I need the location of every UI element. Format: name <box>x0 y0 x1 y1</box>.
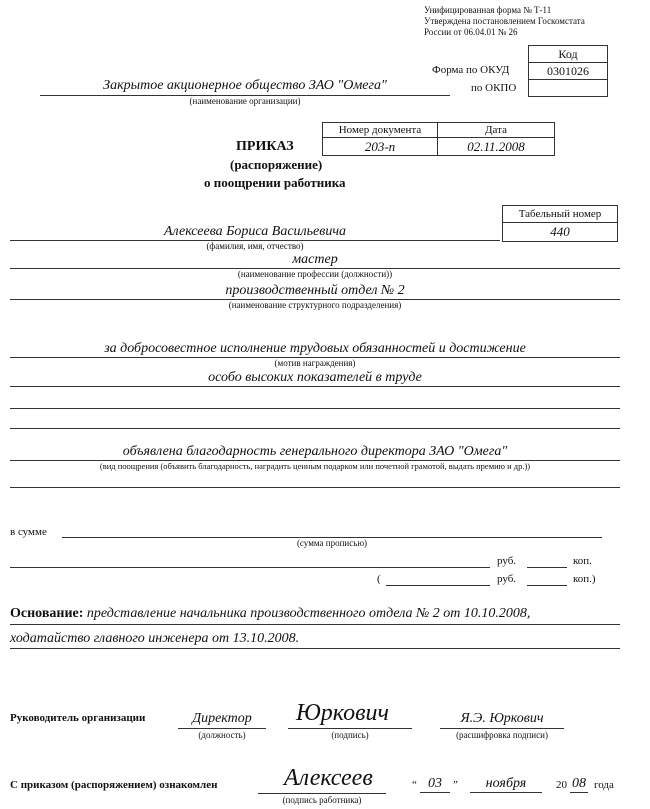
doc-number-header <box>322 122 438 138</box>
organization-name: Закрытое акционерное общество ЗАО "Омега" <box>103 78 387 93</box>
date-cell <box>437 137 555 156</box>
motive-blank-line2 <box>10 428 620 429</box>
basis-underline2 <box>10 648 620 649</box>
form-header-line1: Унифицированная форма № Т-11 <box>424 5 552 15</box>
okpo-label: по ОКПО <box>471 82 517 94</box>
motive-line1: за добросовестное исполнение трудовых обязанностей и достижение <box>104 341 526 356</box>
head-decoding-underline <box>440 728 564 729</box>
okud-value: 0301026 <box>547 64 589 78</box>
motive-line2: особо высоких показателей в труде <box>208 370 422 385</box>
reward-caption: (вид поощрения (объявить благодарность, наградить ценным подарком или почетной грамотой, выдать премию и др.)) <box>99 461 531 471</box>
employee-signature-underline <box>258 793 386 794</box>
department-caption: (наименование структурного подразделения) <box>228 300 402 310</box>
basis-label: Основание: <box>10 606 84 621</box>
sum-label: в сумме <box>10 526 47 538</box>
acquainted-month: ноября <box>485 776 527 791</box>
reward-text: объявлена благодарность генерального директора ЗАО "Омега" <box>122 444 508 459</box>
form-header-line3: России от 06.04.01 № 26 <box>424 27 518 37</box>
tab-number-header <box>502 205 618 223</box>
doc-number-value: 203-п <box>364 139 396 154</box>
employee-signature: Алексеев <box>284 765 373 791</box>
head-position-underline <box>178 728 266 729</box>
head-decoding: Я.Э. Юркович <box>460 711 544 726</box>
reward-blank-line <box>10 487 620 488</box>
tab-number-value: 440 <box>550 224 570 239</box>
date-open-quote: “ <box>412 779 417 791</box>
employee-department: производственный отдел № 2 <box>225 283 405 298</box>
sum-kop-label: коп. <box>573 555 592 567</box>
tab-number-cell <box>502 222 618 242</box>
acquainted-year-prefix: 20 <box>556 779 567 791</box>
acquainted-day: 03 <box>428 776 442 791</box>
order-subject: о поощрении работника <box>204 175 346 190</box>
head-signature-caption: (подпись) <box>331 730 369 740</box>
order-title: ПРИКАЗ <box>236 139 294 154</box>
date-label: Дата <box>485 124 507 136</box>
sum-digits-line <box>386 585 490 586</box>
acquainted-day-underline <box>420 792 450 793</box>
sum-kop-line2 <box>527 585 567 586</box>
head-decoding-caption: (расшифровка подписи) <box>456 730 548 740</box>
sum-rub-line <box>10 567 490 568</box>
tab-number-label: Табельный номер <box>518 208 602 220</box>
okpo-cell <box>528 79 608 97</box>
basis-line1-row <box>10 606 530 622</box>
organization-caption: (наименование организации) <box>189 96 301 106</box>
acquainted-label: С приказом (распоряжением) ознакомлен <box>10 779 218 791</box>
acquainted-year-suffix: 08 <box>572 776 586 791</box>
employee-position: мастер <box>292 252 338 267</box>
employee-fio: Алексеева Бориса Васильевича <box>164 224 346 239</box>
doc-number-cell <box>322 137 438 156</box>
sum-rub-label: руб. <box>497 555 517 567</box>
date-header <box>437 122 555 138</box>
sum-kop-close: коп.) <box>573 573 596 585</box>
basis-line1: представление начальника производственного отдела № 2 от 10.10.2008, <box>86 606 531 621</box>
kod-label: Код <box>558 47 578 61</box>
kod-header-cell <box>528 45 608 63</box>
fio-caption: (фамилия, имя, отчество) <box>206 241 304 251</box>
basis-underline1 <box>10 624 620 625</box>
okud-label: Форма по ОКУД <box>432 64 510 76</box>
head-signature: Юркович <box>296 700 389 726</box>
date-close-quote: ” <box>453 779 458 791</box>
sum-caption: (сумма прописью) <box>296 538 368 548</box>
doc-number-label: Номер документа <box>338 124 422 136</box>
acquainted-year-word: года <box>594 779 614 791</box>
position-caption: (наименование профессии (должности)) <box>237 269 393 279</box>
head-label: Руководитель организации <box>10 712 146 724</box>
acquainted-year-underline <box>570 792 588 793</box>
order-subtitle: (распоряжение) <box>230 157 323 172</box>
acquainted-month-underline <box>470 792 542 793</box>
motive-underline2 <box>10 386 620 387</box>
sum-paren-open: ( <box>377 573 381 585</box>
head-position-caption: (должность) <box>198 730 246 740</box>
sum-rub-label2: руб. <box>497 573 517 585</box>
basis-line2: ходатайство главного инженера от 13.10.2008. <box>10 631 300 646</box>
motive-blank-line1 <box>10 408 620 409</box>
form-header-line2: Утверждена постановлением Госкомстата <box>424 16 585 26</box>
employee-signature-caption: (подпись работника) <box>282 795 362 805</box>
motive-caption: (мотив награждения) <box>274 358 356 368</box>
okud-cell <box>528 62 608 80</box>
sum-kop-line <box>527 567 567 568</box>
head-signature-underline <box>288 728 412 729</box>
head-position: Директор <box>192 711 252 726</box>
date-value: 02.11.2008 <box>467 139 525 154</box>
